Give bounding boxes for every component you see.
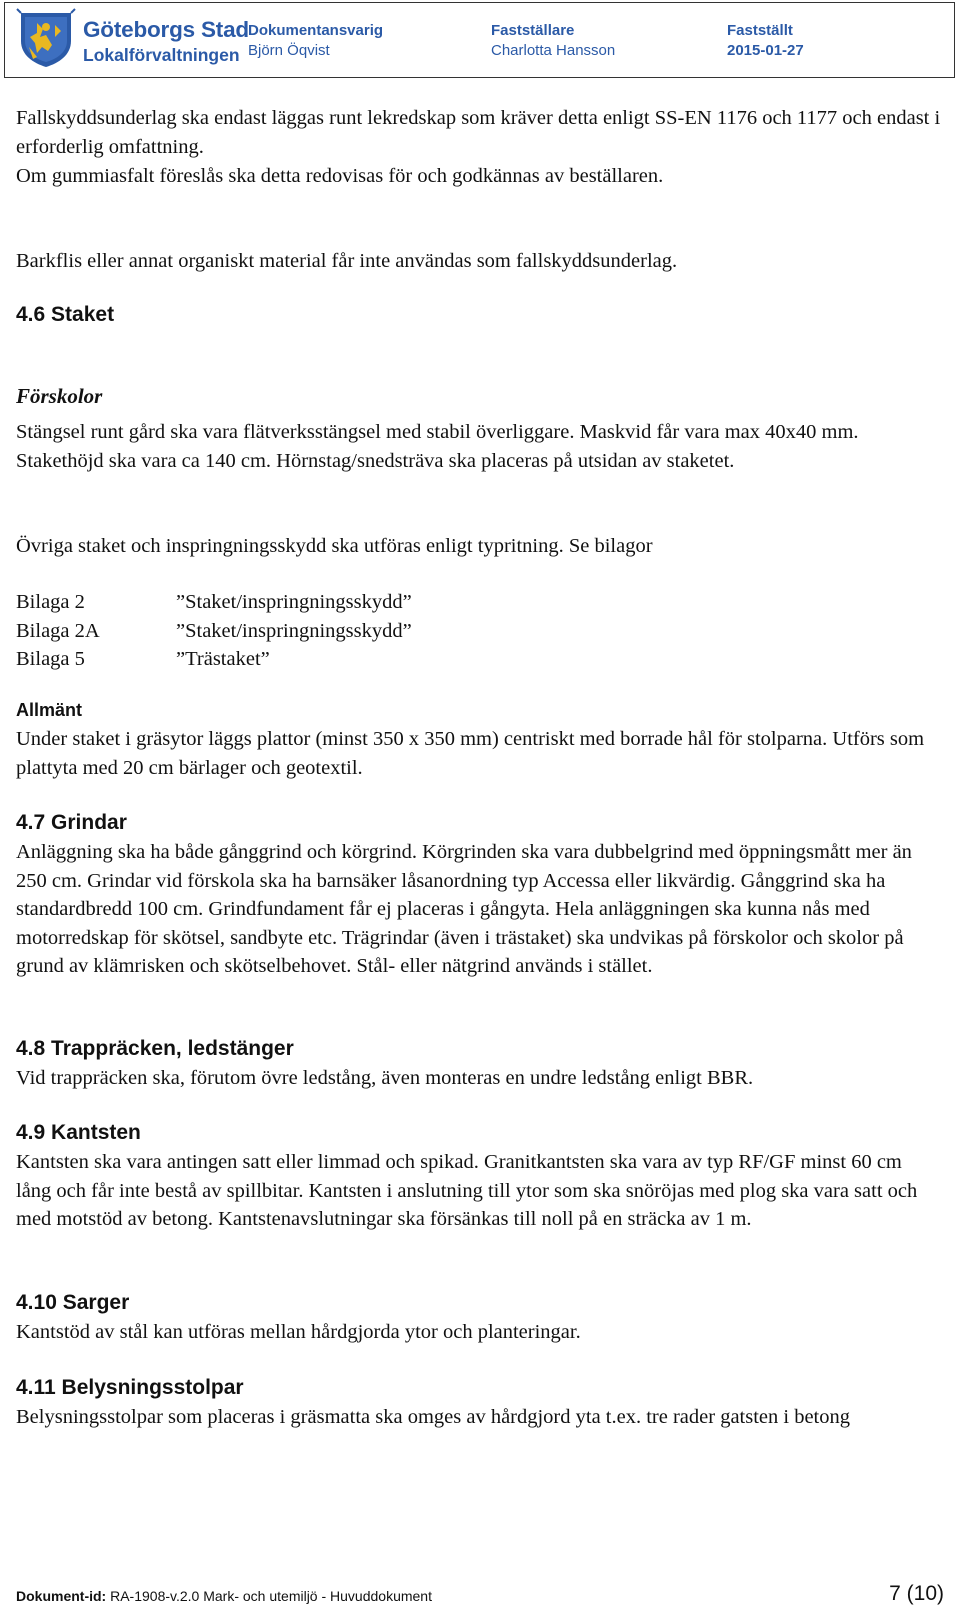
coat-of-arms-icon [15, 7, 77, 69]
heading-trappracken: 4.8 Trappräcken, ledstänger [16, 1037, 294, 1060]
heading-belysningsstolpar: 4.11 Belysningsstolpar [16, 1376, 244, 1399]
attachment-desc: ”Staket/inspringningsskydd” [176, 591, 412, 613]
paragraph-gummiasfalt: Om gummiasfalt föreslås ska detta redovisas för och godkännas av beställaren. [16, 165, 664, 187]
responsible-block [248, 21, 383, 61]
paragraph-fallskydd: Fallskyddsunderlag ska endast läggas runt lekredskap som kräver detta enligt SS-EN 1176 och 1177 och endast i erforderlig omfattning. [16, 107, 941, 158]
doc-id-value: RA-1908-v.2.0 Mark- och utemiljö - Huvuddokument [110, 1588, 432, 1604]
approver-block [491, 21, 615, 61]
attachment-row [16, 617, 412, 646]
attachment-desc: ”Staket/inspringningsskydd” [176, 619, 412, 642]
city-logo [15, 7, 249, 73]
heading-staket: 4.6 Staket [16, 303, 115, 326]
paragraph-sarger: Kantstöd av stål kan utföras mellan hårdgjorda ytor och planteringar. [16, 1321, 581, 1343]
heading-grindar: 4.7 Grindar [16, 811, 127, 834]
responsible-value: Björn Öqvist [248, 42, 330, 59]
responsible-label: Dokumentansvarig [248, 22, 384, 39]
heading-kantsten: 4.9 Kantsten [16, 1121, 141, 1144]
document-header [4, 2, 955, 78]
approved-date: 2015-01-27 [727, 42, 804, 59]
paragraph-grindar: Anläggning ska ha både gånggrind och körgrind. Körgrinden ska vara dubbelgrind med öppningsmått mer än 250 cm. Grindar vid förskola ska ha barnsäker låsanordning typ Accessa eller likvärdig. Gånggrind ska ha standardbredd 100 cm. Grindfundament får ej placeras i gångyta. Hela anläggningen ska kunna nås med motorredskap för skötsel, sandbyte etc. Trägrindar (även i trästaket) ska undvikas på förskolor och skolor på grund av klämrisken och skötselbehovet. Stål- eller nätgrind används i stället. [16, 841, 912, 977]
paragraph-barkflis: Barkflis eller annat organiskt material får inte användas som fallskyddsunderlag. [16, 250, 678, 272]
paragraph-staket: Stängsel runt gård ska vara flätverksstängsel med stabil överliggare. Maskvid får vara max 40x40 mm. Stakethöjd ska vara ca 140 cm. Hörnstag/snedsträva ska placeras på utsidan av staketet. [16, 421, 859, 472]
paragraph-allmant: Under staket i gräsytor läggs plattor (minst 350 x 350 mm) centriskt med borrade hål för stolparna. Utförs som plattyta med 20 cm bärlager och geotextil. [16, 728, 925, 779]
attachment-list [16, 588, 412, 674]
paragraph-belysningsstolpar: Belysningsstolpar som placeras i gräsmatta ska omges av hårdgjord yta t.ex. tre rader gatsten i betong [16, 1406, 851, 1428]
org-unit: Lokalförvaltningen [83, 45, 240, 65]
paragraph-trappracken: Vid trappräcken ska, förutom övre ledstång, även monteras en undre ledstång enligt BBR. [16, 1067, 754, 1089]
attachment-name: Bilaga 2A [16, 619, 100, 642]
approved-label: Fastställt [727, 22, 793, 39]
attachment-row [16, 588, 412, 617]
attachment-name: Bilaga 2 [16, 591, 85, 613]
subheading-forskolor: Förskolor [16, 384, 103, 408]
approver-value: Charlotta Hansson [491, 42, 616, 59]
document-footer [16, 1582, 946, 1614]
doc-id-label: Dokument-id: [16, 1588, 107, 1604]
attachment-name: Bilaga 5 [16, 648, 85, 670]
heading-sarger: 4.10 Sarger [16, 1291, 130, 1314]
paragraph-kantsten: Kantsten ska vara antingen satt eller limmad och spikad. Granitkantsten ska vara av typ RF/GF minst 60 cm lång och får inte bestå av spillbitar. Kantsten i anslutning till ytor som ska snöröjas med plog ska vara satt och med motstöd av betong. Kantstenavslutningar ska försänkas till noll på en sträcka av 1 m. [16, 1151, 918, 1230]
paragraph-ovriga: Övriga staket och inspringningsskydd ska utföras enligt typritning. Se bilagor [16, 535, 653, 557]
approved-block [727, 21, 804, 61]
heading-allmant: Allmänt [16, 700, 83, 720]
attachment-desc: ”Trästaket” [176, 648, 270, 670]
approver-label: Fastställare [491, 22, 575, 39]
org-name: Göteborgs Stad [83, 17, 249, 42]
attachment-row [16, 645, 412, 674]
page-number: 7 (10) [889, 1582, 944, 1605]
